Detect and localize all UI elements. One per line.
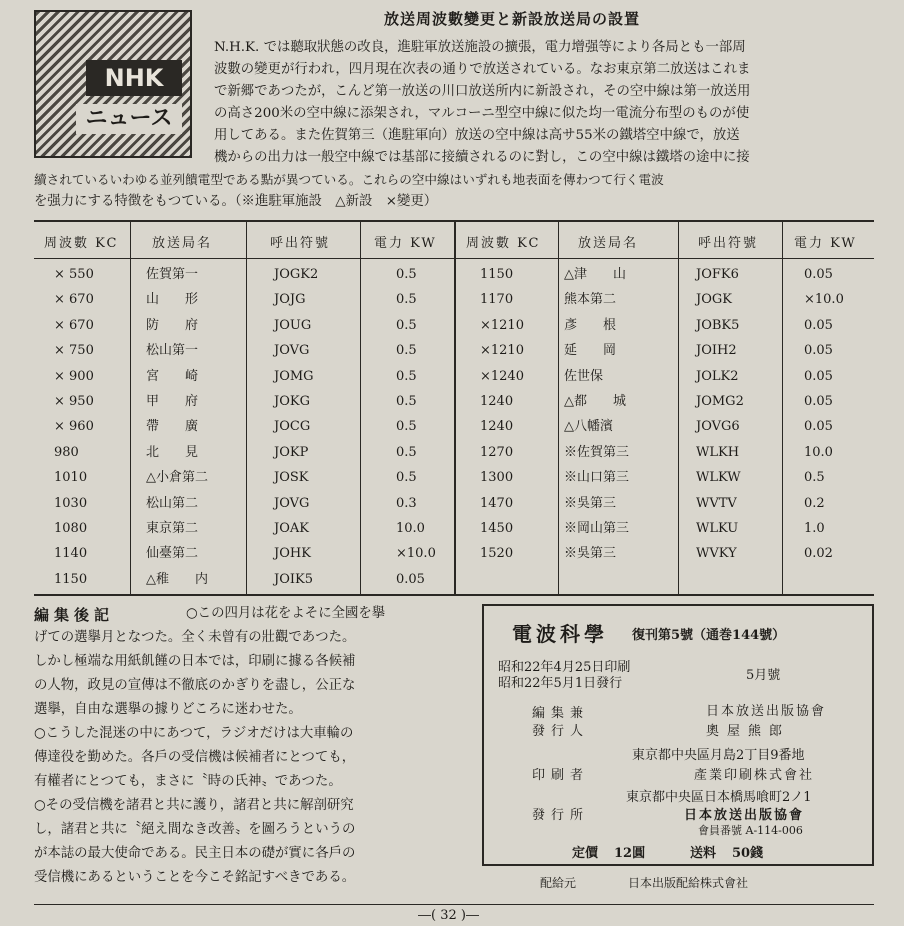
- table-cell: 0.05: [396, 571, 425, 587]
- table-cell: 佐世保: [564, 368, 604, 384]
- article-line: 續されているいわゆる並列饋電型である點が異つている。これらの空中線はいずれも地表面を傳わつて行く電波: [34, 172, 664, 187]
- table-cell: JOVG6: [696, 419, 740, 435]
- postage-value: 50錢: [732, 846, 764, 861]
- table-cell: ×1210: [480, 317, 524, 333]
- article-line: 用してある。また佐賀第三（進駐軍向）放送の空中線は高サ55米の鐵塔空中線で，放送: [214, 128, 740, 143]
- table-cell: JOMG: [274, 368, 314, 384]
- table-cell: 宮 崎: [146, 368, 199, 384]
- footer-rule: [34, 904, 874, 905]
- table-cell: JOIH2: [696, 343, 737, 359]
- table-cell: 1150: [480, 267, 514, 282]
- editor-line: ○その受信機を諸君と共に護り，諸君と共に解剖研究: [34, 798, 354, 813]
- editor-line: ○こうした混迷の中にあつて，ラジオだけは大車輪の: [34, 726, 354, 741]
- table-cell: 松山第一: [146, 343, 199, 359]
- frequency-table: [34, 220, 874, 596]
- table-cell: JOSK: [274, 470, 309, 486]
- table-cell: 0.5: [396, 343, 417, 359]
- editor-line: が本誌の最大使命である。民主日本の礎が實に各戶の: [34, 846, 356, 861]
- table-cell: 0.05: [804, 419, 833, 435]
- table-cell: 1140: [54, 546, 88, 562]
- table-cell: JOHK: [274, 546, 311, 562]
- table-cell: 1.0: [804, 521, 825, 536]
- table-cell: JOCG: [274, 419, 311, 435]
- table-cell: 1150: [54, 571, 88, 587]
- header-cell: 電力 KW: [794, 236, 857, 251]
- table-cell: WLKH: [696, 444, 740, 460]
- table-cell: 980: [54, 444, 79, 460]
- table-cell: JOBK5: [696, 317, 740, 333]
- editor-line: 選擧，自由な選擧の據りどころに迷わせた。: [34, 702, 302, 717]
- table-cell: 熊本第二: [564, 292, 617, 308]
- editor-name: 奧屋熊郎: [706, 724, 791, 739]
- table-cell: 0.05: [804, 394, 833, 409]
- table-cell: 0.05: [804, 343, 833, 359]
- nhk-logo-text: NHK: [86, 60, 182, 96]
- table-cell: 10.0: [396, 521, 425, 536]
- column-divider: [360, 222, 361, 594]
- table-cell: ※佐賀第三: [564, 444, 630, 460]
- table-cell: 1470: [480, 495, 514, 511]
- table-cell: 0.05: [804, 368, 833, 384]
- column-divider: [454, 222, 456, 594]
- table-cell: 1450: [480, 521, 514, 536]
- table-cell: 1080: [54, 521, 88, 536]
- header-cell: 放送局名: [578, 236, 639, 251]
- table-cell: △小倉第二: [146, 470, 208, 486]
- member-number: 會員番號 A-114-006: [698, 824, 803, 837]
- table-cell: 1010: [54, 470, 88, 486]
- table-cell: 1170: [480, 292, 514, 308]
- table-cell: WVKY: [696, 546, 737, 562]
- editor-line: し，諸君と共に〝絕え間なき改善〟を圖ろうというの: [34, 822, 356, 837]
- table-cell: 0.05: [804, 267, 833, 282]
- table-cell: × 750: [54, 343, 94, 359]
- table-cell: JOAK: [274, 521, 309, 536]
- table-cell: ※山口第三: [564, 470, 630, 486]
- table-cell: JOIK5: [274, 571, 313, 587]
- table-cell: 0.5: [396, 317, 417, 333]
- table-cell: 0.5: [396, 368, 417, 384]
- table-cell: ※吳第三: [564, 495, 617, 511]
- header-cell: 呼出符號: [270, 236, 331, 251]
- table-cell: JOFK6: [696, 267, 739, 282]
- print-date: 昭和22年4月25日印刷: [498, 660, 631, 675]
- editor-organization: 日本放送出版協會: [706, 704, 827, 719]
- table-cell: JOUG: [274, 317, 312, 333]
- table-cell: 甲 府: [146, 394, 199, 409]
- table-cell: WVTV: [696, 495, 737, 511]
- colophon-box: [482, 604, 874, 866]
- table-cell: × 950: [54, 394, 94, 409]
- table-cell: 10.0: [804, 444, 833, 460]
- article-line: N.H.K. では聽取狀態の改良，進駐軍放送施設の擴張，電力增强等により各局とも一部周: [214, 40, 746, 55]
- editor-line: の人物，政見の宣傳は不徹底のかぎりを盡し，公正な: [34, 678, 356, 693]
- article-line: で新郷であつたが，こんど第一放送の川口放送所内に新設され，その空中線は第一放送用: [214, 84, 751, 99]
- editor-notes-heading: 編集後記: [34, 606, 115, 624]
- column-divider: [678, 222, 679, 594]
- news-logo-text: ニュース: [76, 104, 182, 134]
- header-cell: 電力 KW: [374, 236, 437, 251]
- table-cell: WLKW: [696, 470, 741, 486]
- article-title: 放送周波數變更と新設放送局の設置: [384, 10, 641, 28]
- editor-line: 有權者にとつても，まさに〝時の氏神〟であつた。: [34, 774, 342, 789]
- table-cell: 1520: [480, 546, 514, 562]
- table-cell: 帶 廣: [146, 419, 199, 435]
- table-cell: 0.05: [804, 317, 833, 333]
- table-cell: ※吳第三: [564, 546, 617, 562]
- table-cell: ×1240: [480, 368, 524, 384]
- table-cell: JOVG: [274, 343, 310, 359]
- editor-line: ○この四月は花をよそに全國を擧: [186, 606, 386, 621]
- table-cell: △都 城: [564, 394, 626, 409]
- column-divider: [130, 222, 131, 594]
- table-cell: × 960: [54, 419, 94, 435]
- table-cell: JOMG2: [696, 394, 744, 409]
- table-cell: 0.3: [396, 495, 417, 511]
- table-cell: JOKG: [274, 394, 310, 409]
- nhk-news-logo: [34, 10, 192, 158]
- table-cell: 0.5: [396, 470, 417, 486]
- table-cell: 0.5: [804, 470, 825, 486]
- table-cell: × 670: [54, 292, 94, 308]
- table-cell: JOVG: [274, 495, 310, 511]
- publish-date: 昭和22年5月1日發行: [498, 676, 623, 691]
- editor-label: 編集兼: [532, 706, 590, 721]
- printer-label: 印刷者: [532, 768, 590, 783]
- table-cell: 0.5: [396, 394, 417, 409]
- address-line: 東京都中央區日本橋馬喰町2ノ1: [626, 790, 812, 805]
- table-cell: 1270: [480, 444, 514, 460]
- table-cell: △津 山: [564, 267, 626, 282]
- table-cell: ×1210: [480, 343, 524, 359]
- issue-number: 復刊第5號（通巻144號）: [632, 628, 786, 643]
- table-cell: 1240: [480, 419, 514, 435]
- office-name: 日本放送出版協會: [684, 808, 805, 823]
- editor-line: 受信機にあるということを今こそ銘記すべきである。: [34, 870, 356, 885]
- table-cell: JOJG: [274, 292, 306, 308]
- distributor-label: 配給元: [540, 876, 577, 890]
- header-cell: 周波數 KC: [466, 236, 541, 251]
- table-cell: 防 府: [146, 317, 199, 333]
- table-cell: 0.02: [804, 546, 833, 562]
- table-cell: 延 岡: [564, 343, 617, 359]
- editor-line: 傳達役を勤めた。各戶の受信機は候補者にとつても，: [34, 750, 356, 765]
- table-cell: × 670: [54, 317, 94, 333]
- table-cell: ×10.0: [396, 546, 436, 562]
- article-line: の高さ200米の空中線に添架され，マルコーニ型空中線に似た均一電流分布型のものが使: [214, 106, 750, 121]
- editor-line: しかし極端な用紙飢饉の日本では，印刷に據る各候補: [34, 654, 356, 669]
- table-cell: 彥 根: [564, 317, 617, 333]
- table-cell: JOGK: [696, 292, 732, 308]
- column-divider: [782, 222, 783, 594]
- table-cell: 0.2: [804, 495, 825, 511]
- table-cell: 1300: [480, 470, 514, 486]
- table-cell: 佐賀第一: [146, 267, 199, 282]
- table-cell: × 550: [54, 267, 94, 282]
- article-line: 波數の變更が行われ，四月現在次表の通りで放送されている。なお東京第二放送はこれま: [214, 62, 751, 77]
- header-cell: 周波數 KC: [44, 236, 119, 251]
- table-cell: 山 形: [146, 292, 199, 308]
- table-cell: WLKU: [696, 521, 739, 536]
- header-cell: 呼出符號: [698, 236, 759, 251]
- table-cell: 0.5: [396, 419, 417, 435]
- table-cell: 仙臺第二: [146, 546, 199, 562]
- column-divider: [558, 222, 559, 594]
- article-line: 機からの出力は一般空中線では基部に接續されるのに對し，この空中線は鐵塔の途中に接: [214, 150, 750, 165]
- price-label: 定價: [572, 846, 599, 861]
- table-cell: 北 見: [146, 444, 199, 460]
- table-cell: 1030: [54, 495, 88, 511]
- header-cell: 放送局名: [152, 236, 213, 251]
- table-cell: 1240: [480, 394, 514, 409]
- office-label: 發行所: [532, 808, 590, 823]
- table-cell: ×10.0: [804, 292, 844, 308]
- page-number: ―( 32 )―: [418, 908, 479, 923]
- editor-line: げての選擧月となつた。全く未曾有の壯觀であつた。: [34, 630, 356, 645]
- table-cell: JOGK2: [274, 267, 319, 282]
- address-line: 東京都中央區月島2丁目9番地: [632, 748, 805, 763]
- month-issue: 5月號: [746, 668, 781, 683]
- printer-name: 產業印刷株式會社: [694, 768, 815, 783]
- table-cell: △稚 内: [146, 571, 208, 587]
- table-cell: 0.5: [396, 267, 417, 282]
- table-cell: ※岡山第三: [564, 521, 630, 536]
- table-cell: 0.5: [396, 444, 417, 460]
- column-divider: [246, 222, 247, 594]
- magazine-title: 電波科學: [512, 622, 608, 646]
- distributor-name: 日本出版配給株式會社: [628, 876, 749, 890]
- article-line: を强力にする特徴をもつている。（※進駐軍施設 △新設 ×變更）: [34, 194, 438, 209]
- publisher-label: 發行人: [532, 724, 590, 739]
- table-cell: 東京第二: [146, 521, 199, 536]
- table-cell: × 900: [54, 368, 94, 384]
- table-cell: JOLK2: [696, 368, 739, 384]
- table-cell: 0.5: [396, 292, 417, 308]
- table-cell: △八幡濱: [564, 419, 613, 435]
- table-cell: 松山第二: [146, 495, 199, 511]
- table-cell: JOKP: [274, 444, 309, 460]
- postage-label: 送料: [690, 846, 717, 861]
- price-value: 12圓: [614, 846, 646, 861]
